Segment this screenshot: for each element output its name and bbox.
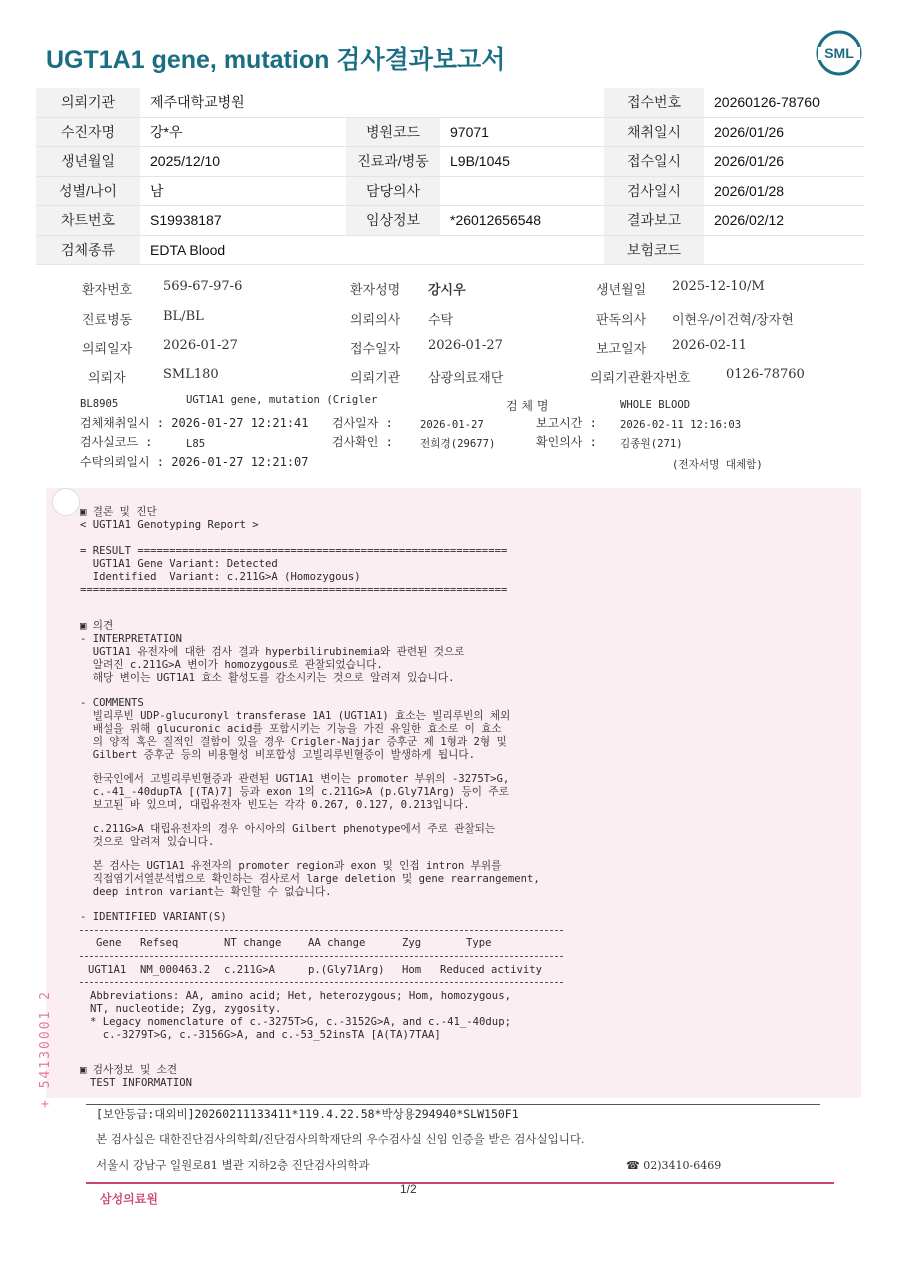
interpretation-line: 해당 변이는 UGT1A1 효소 활성도를 감소시키는 것으로 알려져 있습니다.	[80, 672, 455, 684]
label-report-day: 보고일자	[596, 342, 647, 357]
value-test-day: 2026-01-27	[420, 419, 484, 431]
label-patient-full-name: 환자성명	[350, 283, 401, 298]
value-request-date: 2026-01-27	[163, 338, 238, 353]
label-institution: 의뢰기관	[350, 371, 401, 386]
comment-line: 본 검사는 UGT1A1 유전자의 promoter region과 exon 및 인접 intron 부위를	[80, 860, 502, 872]
specimen-collection-time: 검체채취일시 : 2026-01-27 12:21:41	[80, 416, 309, 430]
value-report-date: 2026/02/12	[714, 212, 785, 229]
footer-accent-rule	[86, 1182, 834, 1184]
label-patient-number: 환자번호	[82, 283, 133, 298]
section-opinion-heading: ▣ 의견	[80, 620, 114, 632]
cell-nt-change: c.211G>A	[224, 964, 276, 976]
comment-line: c.211G>A 대립유전자의 경우 아시아의 Gilbert phenotype에서 주로 관찰되는	[80, 823, 496, 835]
label-ward: 진료병동	[82, 313, 133, 328]
value-patient-full-name: 강시우	[428, 283, 466, 298]
label-requester: 의뢰자	[88, 371, 126, 386]
lab-phone: ☎ 02)3410-6469	[626, 1159, 722, 1172]
interpretation-line: UGT1A1 유전자에 대한 검사 결과 hyperbilirubinemia와 관련된 것으로	[80, 646, 465, 658]
abbreviations-line: Abbreviations: AA, amino acid; Het, heterozygous; Hom, homozygous,	[90, 990, 511, 1002]
label-accession-number: 접수번호	[604, 88, 704, 117]
label-report-date: 결과보고	[604, 206, 704, 235]
value-dob: 2025-12-10/M	[672, 279, 765, 294]
hospital-name: 삼성의료원	[100, 1192, 158, 1206]
info-row	[36, 88, 864, 118]
sml-logo	[816, 30, 862, 76]
value-test-date: 2026/01/28	[714, 182, 785, 199]
result-header: = RESULT ==========================================================	[80, 545, 508, 557]
label-clinical-info: 임상정보	[346, 206, 440, 235]
value-specimen: WHOLE BLOOD	[620, 399, 691, 411]
section-conclusion-heading: ▣ 결론 및 진단	[80, 506, 157, 518]
value-patient-name: 강*우	[150, 123, 183, 140]
value-lab-code: L85	[186, 438, 206, 450]
value-insurance-code	[704, 236, 864, 265]
vertical-barcode-number: + 54130001 2	[38, 990, 53, 1108]
label-requesting-doctor: 의뢰의사	[350, 313, 401, 328]
abbreviations-line: NT, nucleotide; Zyg, zygosity.	[90, 1003, 282, 1015]
cell-type: Reduced activity	[440, 964, 543, 976]
test-code: BL8905	[80, 398, 119, 410]
label-received-date: 접수일시	[604, 147, 704, 176]
comment-line: 한국인에서 고빌리루빈혈증과 관련된 UGT1A1 변이는 promoter 부위의 -3275T>G,	[80, 773, 510, 785]
value-requesting-institution: 제주대학교병원	[150, 94, 245, 111]
info-row	[36, 236, 864, 266]
section-test-info-heading: ▣ 검사정보 및 소견	[80, 1064, 178, 1076]
label-confirm-doctor: 확인의사 :	[536, 435, 597, 449]
comment-line: 것으로 알려져 있습니다.	[80, 836, 215, 848]
label-dob: 생년월일	[596, 283, 647, 298]
table-rule	[80, 982, 563, 983]
label-report-time: 보고시간 :	[536, 416, 597, 430]
value-test-confirm: 전희경(29677)	[420, 438, 496, 450]
comment-line: 배설을 위해 glucuronic acid를 포함시키는 기능을 가진 유일한 효소로 이 효소	[80, 723, 502, 735]
comment-line: c.-41_-40dupTA [(TA)7] 등과 exon 1의 c.211G>A (p.Gly71Arg) 등이 주로	[80, 786, 509, 798]
result-identified-variant: Identified Variant: c.211G>A (Homozygous)	[80, 571, 361, 583]
value-accession-number: 20260126-78760	[714, 94, 820, 111]
lab-address: 서울시 강남구 일원로81 별관 지하2층 진단검사의학과	[96, 1158, 370, 1172]
label-attending-doctor: 담당의사	[346, 177, 440, 206]
value-attending-doctor	[440, 177, 604, 206]
label-specimen-type: 검체종류	[36, 236, 140, 265]
interpretation-heading: - INTERPRETATION	[80, 633, 183, 645]
table-header-gene: Gene	[96, 937, 122, 949]
cell-refseq: NM_000463.2	[140, 964, 211, 976]
value-sex-age: 남	[150, 182, 164, 199]
comment-line: 보고된 바 있으며, 대립유전자 빈도는 각각 0.267, 0.127, 0.213입니다.	[80, 799, 470, 811]
value-institution-patient-no: 0126-78760	[726, 367, 805, 382]
comment-line: 의 양적 혹은 질적인 결함이 있을 경우 Crigler-Najjar 증후군 제 1형과 2형 및	[80, 736, 507, 748]
genotyping-report-title: < UGT1A1 Genotyping Report >	[80, 519, 259, 531]
table-header-aa-change: AA change	[308, 937, 366, 949]
table-header-type: Type	[466, 937, 492, 949]
value-chart-number: S19938187	[150, 212, 222, 229]
report-title: UGT1A1 gene, mutation 검사결과보고서	[46, 46, 506, 74]
comments-heading: - COMMENTS	[80, 697, 144, 709]
security-line: [보안등급:대외비]20260211133411*119.4.22.58*박상용294940*SLW150F1	[96, 1107, 519, 1121]
label-hospital-code: 병원코드	[346, 118, 440, 147]
value-received-date: 2026/01/26	[714, 153, 785, 170]
label-birth-date: 생년월일	[36, 147, 140, 176]
value-ward: BL/BL	[163, 309, 204, 324]
table-rule	[80, 956, 563, 957]
comment-line: 빌리루빈 UDP-glucuronyl transferase 1A1 (UGT1A1) 효소는 빌리루빈의 체외	[80, 710, 511, 722]
footer-rule	[86, 1104, 820, 1105]
label-specimen: 검 체 명	[506, 399, 549, 413]
label-requesting-institution: 의뢰기관	[36, 88, 140, 117]
result-footer: ===================================================================	[80, 584, 508, 596]
cell-gene: UGT1A1	[88, 964, 127, 976]
comment-line: Gilbert 증후군 등의 비용혈성 비포합성 고빌리루빈혈증이 발생하게 됩니다.	[80, 749, 475, 761]
label-test-confirm: 검사확인 :	[332, 435, 393, 449]
label-lab-code: 검사실코드 :	[80, 435, 153, 449]
page-number: 1/2	[400, 1182, 417, 1196]
value-reading-doctor: 이현우/이건혁/장자현	[672, 313, 794, 328]
result-gene-variant: UGT1A1 Gene Variant: Detected	[80, 558, 278, 570]
label-collection-date: 채취일시	[604, 118, 704, 147]
table-rule	[80, 930, 563, 931]
logo-text: SML	[824, 45, 854, 61]
label-test-day: 검사일자 :	[332, 416, 393, 430]
summary-table	[36, 88, 864, 265]
value-confirm-doctor: 김종원(271)	[620, 438, 683, 450]
label-chart-number: 차트번호	[36, 206, 140, 235]
value-requester: SML180	[163, 367, 219, 382]
cell-aa-change: p.(Gly71Arg)	[308, 964, 385, 976]
legacy-nomenclature-line: * Legacy nomenclature of c.-3275T>G, c.-3152G>A, and c.-41_-40dup;	[90, 1016, 511, 1028]
punch-hole	[52, 488, 80, 516]
label-test-date: 검사일시	[604, 177, 704, 206]
info-row	[36, 206, 864, 236]
e-signature-note: (전자서명 대체함)	[672, 459, 763, 471]
value-report-day: 2026-02-11	[672, 338, 747, 353]
table-header-refseq: Refseq	[140, 937, 179, 949]
certification-statement: 본 검사실은 대한진단검사의학회/진단검사의학재단의 우수검사실 신임 인증을 받은 검사실입니다.	[96, 1132, 585, 1146]
info-row	[36, 177, 864, 207]
label-sex-age: 성별/나이	[36, 177, 140, 206]
label-receive-date: 접수일자	[350, 342, 401, 357]
value-hospital-code: 97071	[450, 123, 489, 140]
label-patient-name: 수진자명	[36, 118, 140, 147]
value-department-ward: L9B/1045	[450, 153, 510, 170]
value-specimen-type: EDTA Blood	[150, 241, 226, 258]
label-department-ward: 진료과/병동	[346, 147, 440, 176]
label-reading-doctor: 판독의사	[596, 313, 647, 328]
interpretation-line: 알려진 c.211G>A 변이가 homozygous로 관찰되었습니다.	[80, 659, 383, 671]
value-clinical-info: *26012656548	[450, 212, 542, 229]
table-header-zyg: Zyg	[402, 937, 422, 949]
comment-line: 직접염기서열분석법으로 확인하는 검사로서 large deletion 및 gene rearrangement,	[80, 873, 540, 885]
test-information-label: TEST INFORMATION	[90, 1077, 193, 1089]
value-report-time: 2026-02-11 12:16:03	[620, 419, 742, 431]
legacy-nomenclature-line: c.-3279T>G, c.-3156G>A, and c.-53_52insTA [A(TA)7TAA]	[90, 1029, 441, 1041]
value-receive-date: 2026-01-27	[428, 338, 503, 353]
comment-line: deep intron variant는 확인할 수 없습니다.	[80, 886, 332, 898]
consignment-request-time: 수탁의뢰일시 : 2026-01-27 12:21:07	[80, 455, 309, 469]
value-patient-number: 569-67-97-6	[163, 279, 243, 294]
test-name: UGT1A1 gene, mutation (Crigler	[186, 394, 378, 406]
label-request-date: 의뢰일자	[82, 342, 133, 357]
label-insurance-code: 보험코드	[604, 236, 704, 265]
value-collection-date: 2026/01/26	[714, 123, 785, 140]
info-row	[36, 118, 864, 148]
value-institution: 삼광의료재단	[428, 371, 504, 386]
identified-variants-heading: - IDENTIFIED VARIANT(S)	[80, 911, 227, 923]
value-birth-date: 2025/12/10	[150, 153, 221, 170]
label-institution-patient-no: 의뢰기관환자번호	[590, 371, 691, 386]
value-requesting-doctor: 수탁	[428, 313, 454, 328]
info-row	[36, 147, 864, 177]
cell-zyg: Hom	[402, 964, 422, 976]
table-header-nt-change: NT change	[224, 937, 282, 949]
